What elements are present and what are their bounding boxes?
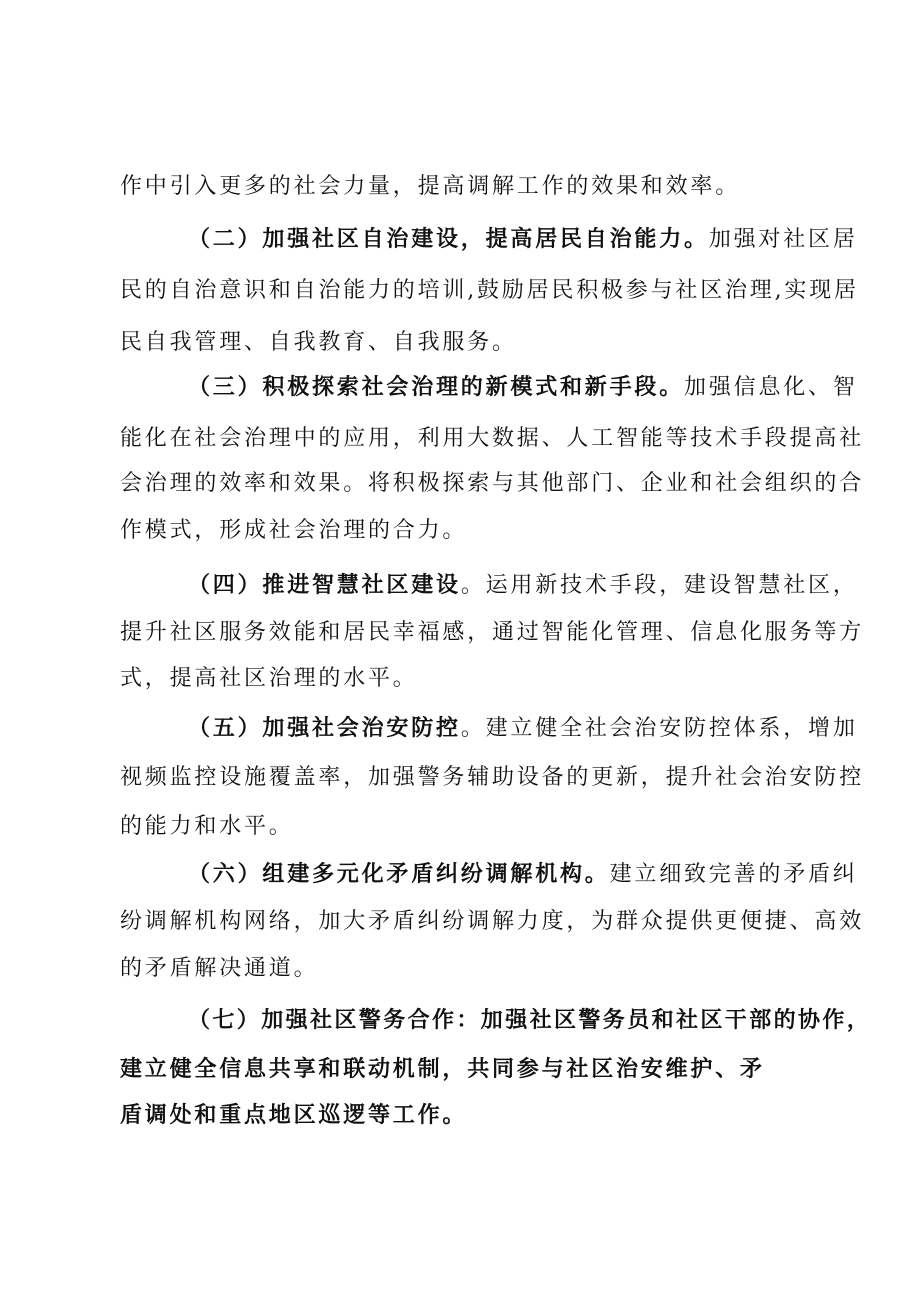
section-text: 加强信息化、智	[684, 375, 858, 400]
section-heading: （四）推进智慧社区建设	[188, 572, 461, 598]
body-line: 的矛盾解决通道。	[120, 956, 319, 981]
section-heading: （二）加强社区自治建设，提高居民自治能力。	[188, 226, 709, 252]
body-line: 建立健全信息共享和联动机制，共同参与社区治安维护、矛	[120, 1056, 765, 1082]
section-first-line	[188, 859, 858, 890]
body-line: 视频监控设施覆盖率，加强警务辅助设备的更新，提升社会治安防控	[120, 765, 865, 790]
body-line: 的能力和水平。	[120, 814, 294, 839]
section-text: 。建立健全社会治安防控体系，增加	[460, 716, 858, 741]
section-text: 。运用新技术手段，建设智慧社区，	[460, 573, 858, 598]
body-line: 会治理的效率和效果。将积极探索与其他部门、企业和社会组织的合	[120, 471, 865, 496]
section-first-line	[188, 570, 858, 601]
section-heading: （三）积极探索社会治理的新模式和新手段。	[188, 374, 685, 400]
body-line: 民的自治意识和自治能力的培训,鼓励居民积极参与社区治理,实现居	[120, 278, 859, 303]
body-line: 作模式，形成社会治理的合力。	[120, 518, 468, 543]
section-text: 建立细致完善的矛盾纠	[609, 862, 858, 887]
section-first-line	[188, 1005, 871, 1035]
body-line: 盾调处和重点地区巡逻等工作。	[120, 1102, 468, 1128]
body-line: 民自我管理、自我教育、自我服务。	[120, 330, 517, 355]
body-line: 能化在社会治理中的应用，利用大数据、人工智能等技术手段提高社	[120, 426, 865, 451]
section-heading: （七）加强社区警务合作：加强社区警务员和社区干部的协作，	[188, 1007, 872, 1033]
body-line: 式，提高社区治理的水平。	[120, 666, 418, 691]
section-first-line	[188, 224, 858, 255]
body-line: 作中引入更多的社会力量，提高调解工作的效果和效率。	[120, 174, 741, 199]
body-line: 提升社区服务效能和居民幸福感，通过智能化管理、信息化服务等方	[120, 620, 865, 645]
section-text: 加强对社区居	[708, 227, 858, 252]
section-first-line	[188, 713, 858, 744]
section-heading: （五）加强社会治安防控	[188, 715, 461, 741]
section-first-line	[188, 372, 858, 403]
body-line: 纷调解机构网络，加大矛盾纠纷调解力度，为群众提供更便捷、高效	[120, 909, 865, 934]
section-heading: （六）组建多元化矛盾纠纷调解机构。	[188, 861, 610, 887]
